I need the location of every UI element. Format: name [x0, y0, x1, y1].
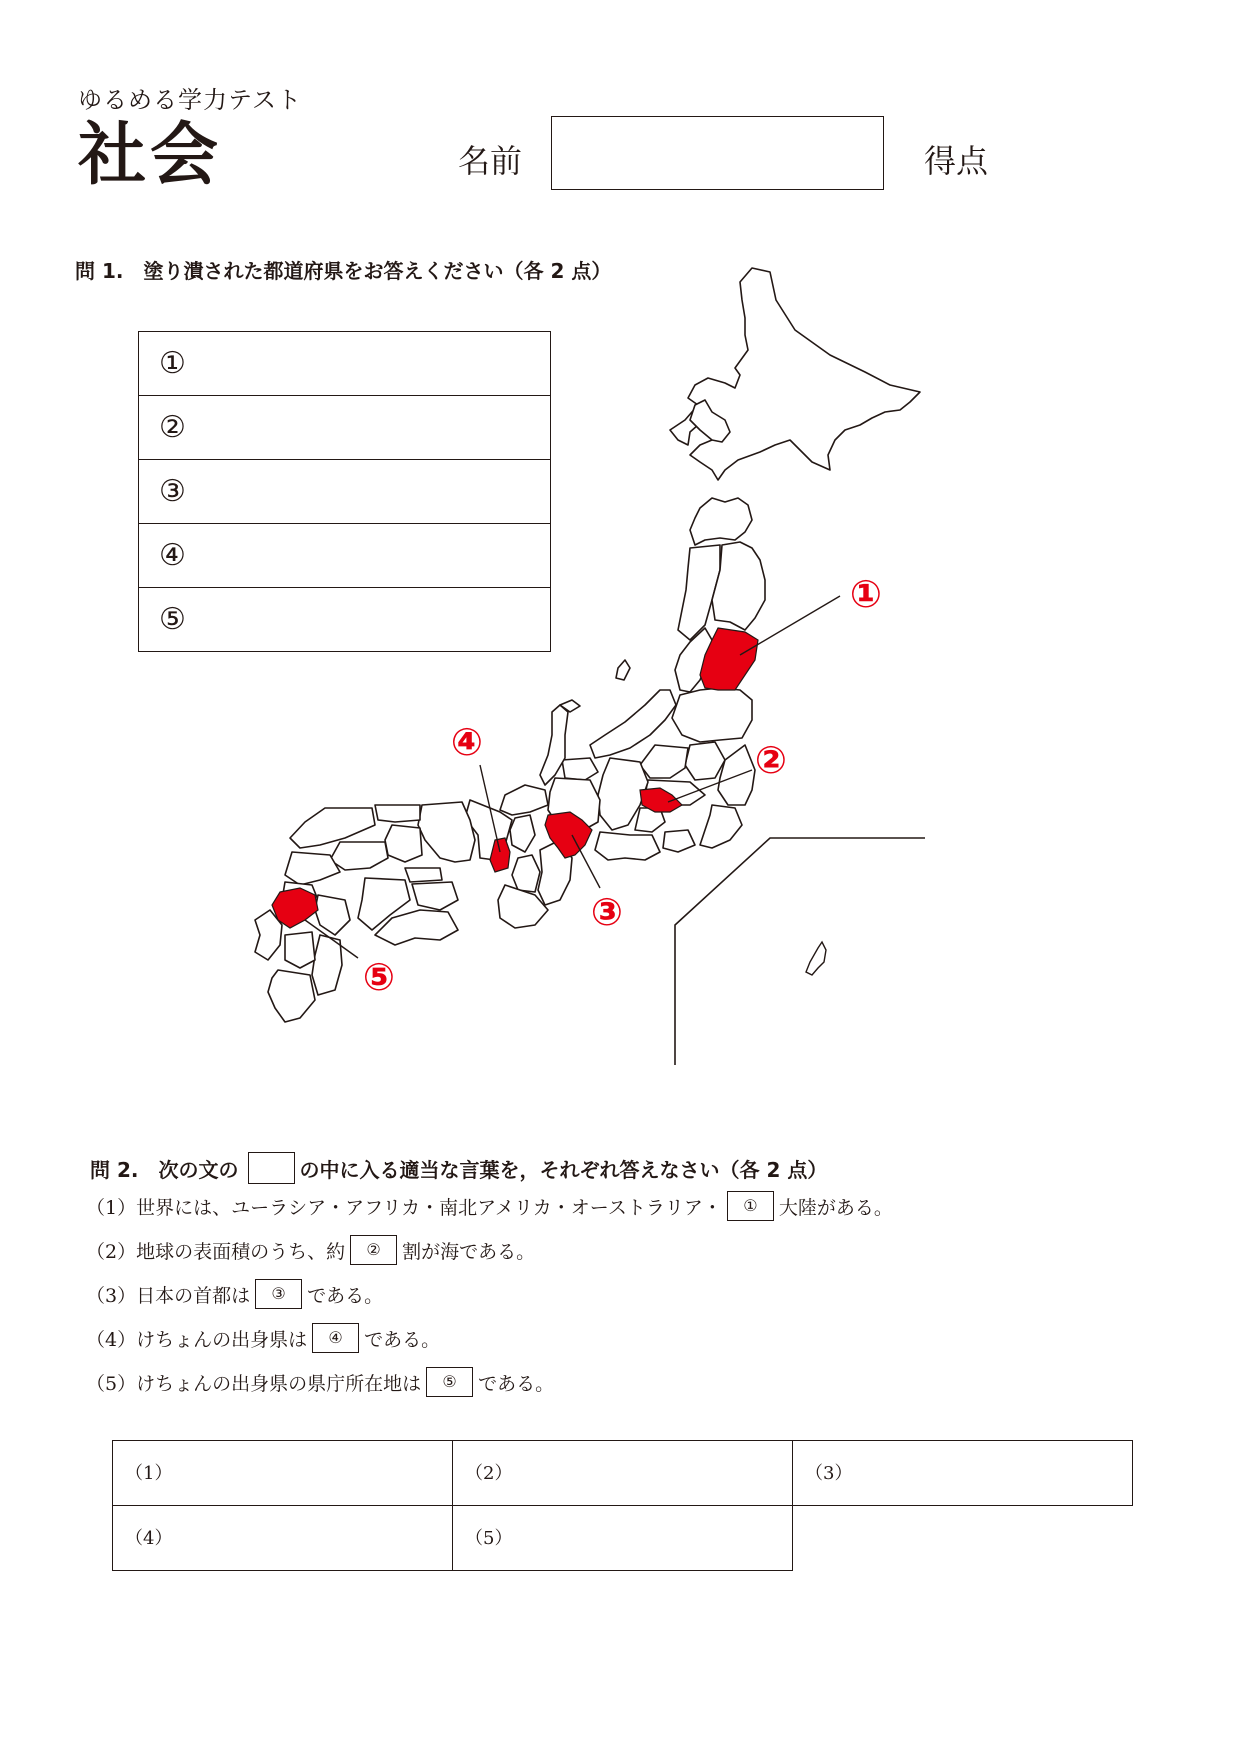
hokkaido-shape: [670, 268, 920, 480]
nara-shape: [512, 855, 540, 892]
chiba-shape: [700, 805, 742, 848]
question1-prompt: 問 1. 塗り潰された都道府県をお答えください（各 2 点）: [75, 259, 612, 283]
okinawa-island: [806, 942, 826, 975]
sentence-1-after: 大陸がある。: [778, 1196, 893, 1219]
blank-example-box: [248, 1152, 295, 1184]
okinawa-inset-frame: [675, 838, 925, 1065]
sentence-2-before: （2）地球の表面積のうち、約: [86, 1240, 346, 1263]
sentence-1-blank: ①: [727, 1191, 774, 1221]
kanagawa-shape: [663, 830, 695, 852]
shizuoka-shape: [595, 832, 660, 860]
hiroshima-shape: [330, 842, 388, 870]
tochigi-shape: [685, 742, 725, 780]
name-label: 名前: [458, 142, 523, 180]
sentence-2-blank: ②: [350, 1235, 397, 1265]
question2-prompt-after: の中に入る適当な言葉を，それぞれ答えなさい（各 2 点）: [299, 1157, 828, 1182]
score-label: 得点: [924, 142, 989, 180]
sentence-5-after: である。: [478, 1372, 555, 1395]
sentence-4-after: である。: [364, 1328, 441, 1351]
sentence-3-after: である。: [307, 1284, 384, 1307]
map-marker-2: ②: [754, 738, 788, 782]
tottori-shape: [375, 805, 420, 822]
test-subtitle: ゆるめる学力テスト: [78, 86, 303, 114]
answer-cell-4[interactable]: （4）: [112, 1505, 453, 1571]
toyama-shape: [562, 758, 598, 780]
answer-row-4[interactable]: ④: [139, 524, 551, 588]
sentence-4-blank: ④: [312, 1323, 359, 1353]
kumamoto-shape: [285, 932, 315, 968]
answer-row-2[interactable]: ②: [139, 396, 551, 460]
kagawa-shape: [405, 868, 442, 882]
answer-row-1[interactable]: ①: [139, 332, 551, 396]
question2-prompt: [90, 1152, 827, 1184]
sentence-2-after: 割が海である。: [402, 1240, 536, 1263]
answer-cell-2[interactable]: （2）: [452, 1440, 793, 1506]
sentence-3: [86, 1279, 383, 1309]
sentence-3-blank: ③: [255, 1279, 302, 1309]
answer-cell-1[interactable]: （1）: [112, 1440, 453, 1506]
answer-row-3[interactable]: ③: [139, 460, 551, 524]
gunma-shape: [640, 745, 688, 778]
sentence-2: [86, 1235, 535, 1265]
yamaguchi-shape: [285, 852, 340, 885]
sentence-5-before: （5）けちょんの出身県の県庁所在地は: [86, 1372, 422, 1395]
tokushima-shape: [412, 882, 458, 910]
map-marker-5: ⑤: [362, 955, 396, 999]
hyogo-shape: [418, 802, 475, 862]
sentence-4: [86, 1323, 440, 1353]
answer-cell-3[interactable]: （3）: [792, 1440, 1133, 1506]
map-marker-3: ③: [590, 890, 624, 934]
ibaraki-shape: [718, 745, 755, 805]
okayama-shape: [385, 825, 422, 862]
oita-shape: [315, 895, 350, 935]
sentence-5: [86, 1367, 554, 1397]
shiga-shape: [510, 815, 535, 852]
sentence-4-before: （4）けちょんの出身県は: [86, 1328, 308, 1351]
sado-island: [616, 660, 630, 680]
kagoshima-shape: [268, 970, 315, 1022]
answer-cell-5[interactable]: （5）: [452, 1505, 793, 1571]
sentence-1: [86, 1191, 893, 1221]
fukui-shape: [500, 785, 548, 815]
page-title: 社会: [78, 116, 223, 195]
question2-prompt-before: 問 2. 次の文の: [90, 1157, 239, 1182]
answer-row-5[interactable]: ⑤: [139, 588, 551, 652]
aomori-shape: [690, 498, 752, 545]
sentence-1-before: （1）世界には、ユーラシア・アフリカ・南北アメリカ・オーストラリア・: [86, 1196, 722, 1219]
map-marker-1: ①: [849, 572, 883, 616]
question2-answer-grid: [112, 1440, 1132, 1570]
fukushima-shape: [672, 688, 752, 742]
sentence-5-blank: ⑤: [426, 1367, 473, 1397]
sentence-3-before: （3）日本の首都は: [86, 1284, 251, 1307]
map-marker-4: ④: [450, 720, 484, 764]
